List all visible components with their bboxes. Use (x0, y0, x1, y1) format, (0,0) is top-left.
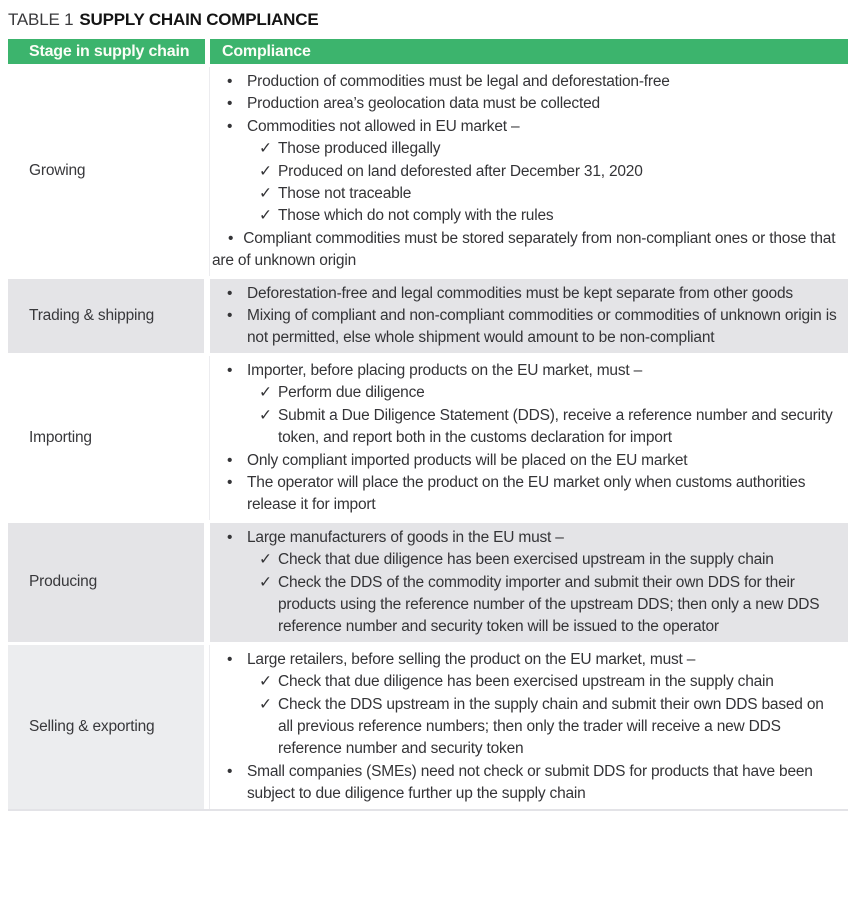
table-bottom-border (8, 809, 848, 811)
check-icon: ✓ (259, 695, 272, 713)
list-item-text: Check the DDS of the commodity importer and submit their own DDS for their products using the reference number of the upstream DDS; then only a new DDS reference number and security token will be issued to the operator (278, 573, 820, 636)
compliance-cell (209, 67, 848, 276)
list-item (211, 161, 840, 183)
stage-cell (8, 523, 209, 642)
list-item-text: Mixing of compliant and non-compliant commodities or commodities of unknown origin is not permitted, else whole shipment would amount to be non-compliant (247, 307, 837, 347)
list-item-text: Check the DDS upstream in the supply chain and submit their own DDS based on all previous reference numbers; then only the trader will receive a new DDS reference number and security token (278, 695, 824, 758)
table-row (8, 645, 848, 809)
list-item-text: Perform due diligence (278, 384, 425, 402)
check-icon: ✓ (259, 673, 272, 691)
list-item (211, 360, 840, 382)
list-item-text: Commodities not allowed in EU market – (247, 117, 520, 135)
check-icon: ✓ (259, 551, 272, 569)
list-item-text: Large retailers, before selling the product on the EU market, must – (247, 650, 696, 668)
stage-cell (8, 645, 209, 809)
list-item (211, 761, 840, 806)
list-item (211, 138, 840, 160)
table-title-main: SUPPLY CHAIN COMPLIANCE (79, 10, 319, 29)
list-item-text: Check that due diligence has been exercised upstream in the supply chain (278, 673, 774, 691)
list-item (211, 382, 840, 404)
table-row (8, 523, 848, 642)
stage-label: Trading & shipping (29, 306, 155, 324)
check-icon: ✓ (259, 185, 272, 203)
check-icon: ✓ (259, 384, 272, 402)
stage-label: Growing (29, 162, 86, 180)
list-item (211, 71, 840, 93)
table-body (8, 67, 848, 809)
check-icon: ✓ (259, 207, 272, 225)
list-item (211, 572, 840, 639)
list-item-text: The operator will place the product on the EU market only when customs authorities release it for import (247, 473, 806, 514)
list-item (211, 228, 840, 273)
list-item-text: Large manufacturers of goods in the EU must – (247, 528, 564, 546)
list-item-text: Those not traceable (278, 185, 412, 203)
table-header-row (8, 39, 848, 64)
table-row (8, 67, 848, 276)
list-item (211, 305, 840, 350)
list-item (211, 116, 840, 138)
bullet-icon: • (227, 762, 233, 780)
stage-label: Selling & exporting (29, 717, 155, 735)
list-item-text: Produced on land deforested after December 31, 2020 (278, 162, 643, 180)
stage-cell (8, 356, 209, 520)
bullet-icon: • (227, 73, 233, 90)
list-item (211, 694, 840, 761)
bullet-icon: • (227, 650, 233, 668)
list-item (211, 93, 840, 115)
list-item (211, 450, 840, 472)
stage-cell (8, 279, 209, 353)
bullet-icon: • (227, 307, 233, 325)
table-row (8, 279, 848, 353)
list-item-text: Check that due diligence has been exercised upstream in the supply chain (278, 551, 774, 569)
stage-label: Importing (29, 428, 92, 446)
bullet-icon: • (227, 528, 233, 546)
bullet-icon: • (227, 361, 233, 379)
compliance-cell (209, 356, 848, 520)
list-item (211, 283, 840, 305)
list-item-text: Those produced illegally (278, 140, 441, 158)
check-icon: ✓ (259, 573, 272, 591)
bullet-icon: • (227, 451, 233, 469)
table-row (8, 356, 848, 520)
stage-cell (8, 67, 209, 276)
bullet-icon: • (228, 229, 234, 247)
compliance-cell (209, 523, 848, 642)
list-item-text: Production of commodities must be legal and deforestation-free (247, 73, 670, 90)
list-item (211, 527, 840, 549)
list-item (211, 649, 840, 671)
list-item-text: Only compliant imported products will be placed on the EU market (247, 451, 688, 469)
compliance-cell (209, 279, 848, 353)
compliance-cell (209, 645, 848, 809)
list-item (211, 472, 840, 517)
list-item-text: Submit a Due Diligence Statement (DDS), receive a reference number and security token, and report both in the customs declaration for import (278, 406, 833, 447)
list-item-text: Importer, before placing products on the EU market, must – (247, 361, 643, 379)
list-item-text: Small companies (SMEs) need not check or submit DDS for products that have been subject to due diligence further up the supply chain (247, 762, 813, 803)
bullet-icon: • (227, 473, 233, 491)
list-item-text: Production area’s geolocation data must be collected (247, 95, 600, 113)
check-icon: ✓ (259, 406, 272, 424)
list-item-text: Compliant commodities must be stored separately from non-compliant ones or those that are of unknown origin (212, 229, 836, 270)
table-title-prefix: TABLE 1 (8, 10, 74, 29)
stage-label: Producing (29, 573, 97, 591)
header-stage-column: Stage in supply chain (8, 39, 210, 64)
list-item (211, 405, 840, 450)
list-item (211, 549, 840, 571)
bullet-icon: • (227, 284, 233, 302)
bullet-icon: • (227, 95, 233, 113)
list-item (211, 205, 840, 227)
list-item (211, 671, 840, 693)
list-item-text: Deforestation-free and legal commodities must be kept separate from other goods (247, 284, 793, 302)
list-item-text: Those which do not comply with the rules (278, 207, 554, 225)
check-icon: ✓ (259, 140, 272, 158)
check-icon: ✓ (259, 162, 272, 180)
table-title (8, 8, 846, 32)
list-item (211, 183, 840, 205)
bullet-icon: • (227, 117, 233, 135)
header-compliance-column: Compliance (210, 39, 848, 64)
compliance-table (8, 39, 848, 811)
